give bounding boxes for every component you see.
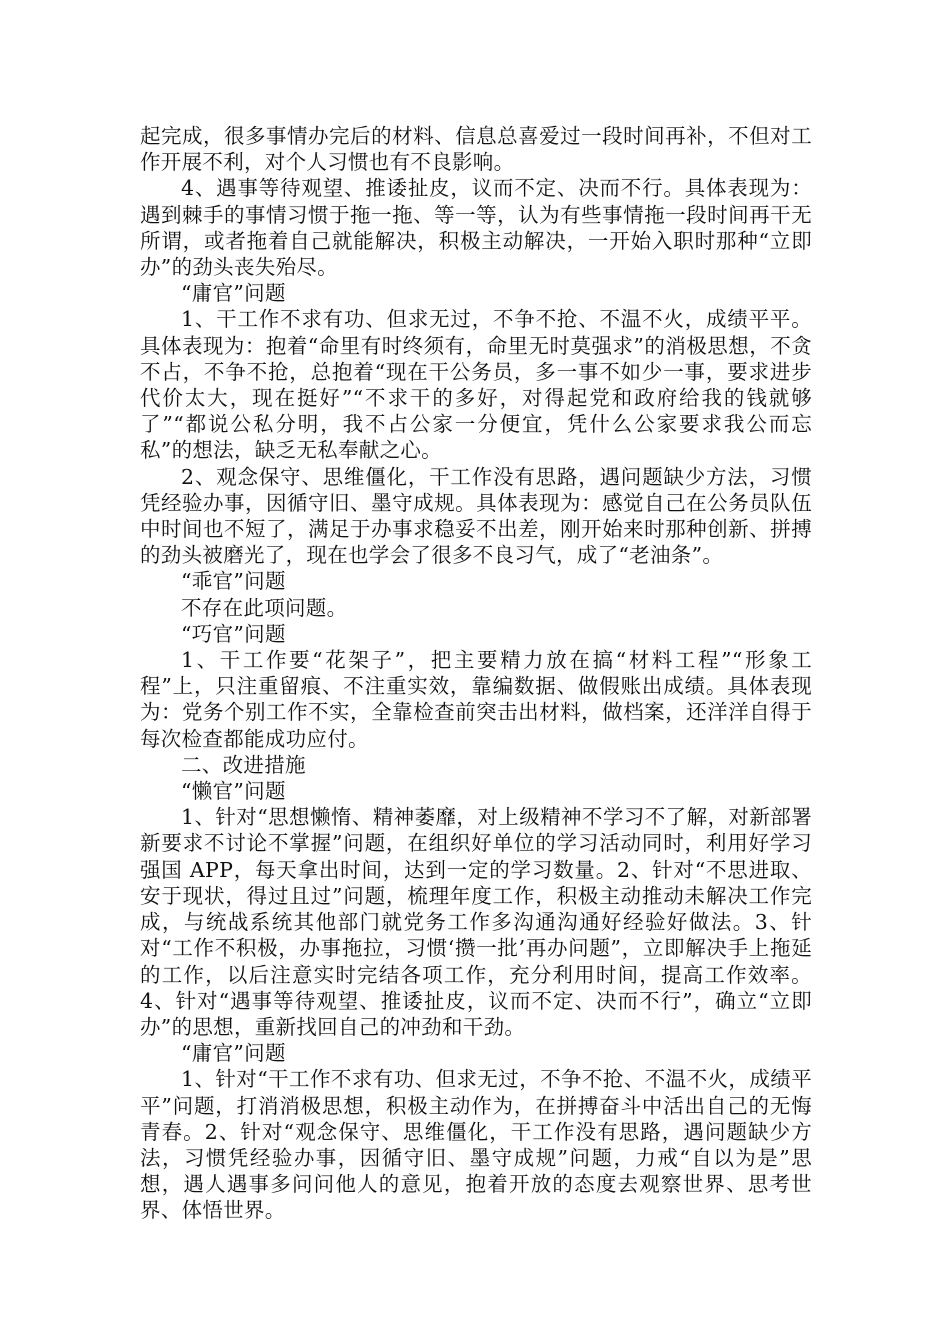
section-heading-improvement: 二、改进措施 <box>181 752 306 777</box>
paragraph-yongguan-2: 2、观念保守、思维僵化，干工作没有思路，遇问题缺少方法，习惯凭经验办事，因循守旧、墨守成规。具体表现为：感觉自己在公务员队伍中时间也不短了，满足于办事求稳妥不出差，刚开始来时那种创新、拼搏的劲头被磨光了，现在也学会了很多不良习气，成了“老油条”。 <box>140 464 812 568</box>
paragraph-yongguan-measures: 1、针对“干工作不求有功、但求无过，不争不抢、不温不火，成绩平平”问题，打消消极思想，积极主动作为，在拼搏奋斗中活出自己的无悔青春。2、针对“观念保守、思维僵化，干工作没有思路，遇问题缺少方法，习惯凭经验办事，因循守旧、墨守成规”问题，力戒“自以为是”思想，遇人遇事多问问他人的意见，抱着开放的态度去观察世界、思考世界、体悟世界。 <box>140 1067 812 1223</box>
section-heading-guaiguan: “乖官”问题 <box>181 569 286 594</box>
paragraph-continued-text: 起完成，很多事情办完后的材料、信息总喜爱过一段时间再补，不但对工作开展不利，对个人习惯也有不良影响。 <box>140 124 812 175</box>
section-heading-lanquan: “懒官”问题 <box>181 779 286 804</box>
paragraph-guaiguan: 不存在此项问题。 <box>181 595 348 620</box>
section-heading-yongguan: “庸官”问题 <box>181 281 286 306</box>
section-heading-yongguan-measures: “庸官”问题 <box>181 1041 286 1066</box>
section-heading-qiaoguan: “巧官”问题 <box>181 621 286 646</box>
paragraph-yongguan-1: 1、干工作不求有功、但求无过，不争不抢、不温不火，成绩平平。具体表现为：抱着“命里有时终须有，命里无时莫强求”的消极思想，不贪不占，不争不抢，总抱着“现在干公务员，多一事不如少一事，要求进步代价太大，现在挺好”“不求干的多好，对得起党和政府给我的钱就够了”“都说公私分明，我不占公家一分便宜，凭什么公家要求我公而忘私”的想法，缺乏无私奉献之心。 <box>140 307 812 463</box>
paragraph-item-4: 4、遇事等待观望、推诿扯皮，议而不定、决而不行。具体表现为：遇到棘手的事情习惯于拖一拖、等一等，认为有些事情拖一段时间再干无所谓，或者拖着自己就能解决，积极主动解决，一开始入职时那种“立即办”的劲头丧失殆尽。 <box>140 176 812 280</box>
paragraph-lanquan-measures: 1、针对“思想懒惰、精神萎靡，对上级精神不学习不了解，对新部署新要求不讨论不掌握”问题，在组织好单位的学习活动同时，利用好学习强国 APP，每天拿出时间，达到一定的学习数量。2、针对“不思进取、安于现状，得过且过”问题，梳理年度工作，积极主动推动未解决工作完成，与统战系统其他部门就党务工作多沟通沟通好经验好做法。3、针对“工作不积极，办事拖拉，习惯‘攒一批’再办问题”，立即解决手上拖延的工作，以后注意实时完结各项工作，充分利用时间，提高工作效率。4、针对“遇事等待观望、推诿扯皮，议而不定、决而不行”，确立“立即办”的思想，重新找回自己的冲劲和干劲。 <box>140 805 812 1039</box>
paragraph-qiaoguan-1: 1、干工作要“花架子”，把主要精力放在搞“材料工程”“形象工程”上，只注重留痕、不注重实效，靠编数据、做假账出成绩。具体表现为：党务个别工作不实，全靠检查前突击出材料，做档案，还洋洋自得于每次检查都能成功应付。 <box>140 648 812 751</box>
document-page <box>140 123 812 1224</box>
